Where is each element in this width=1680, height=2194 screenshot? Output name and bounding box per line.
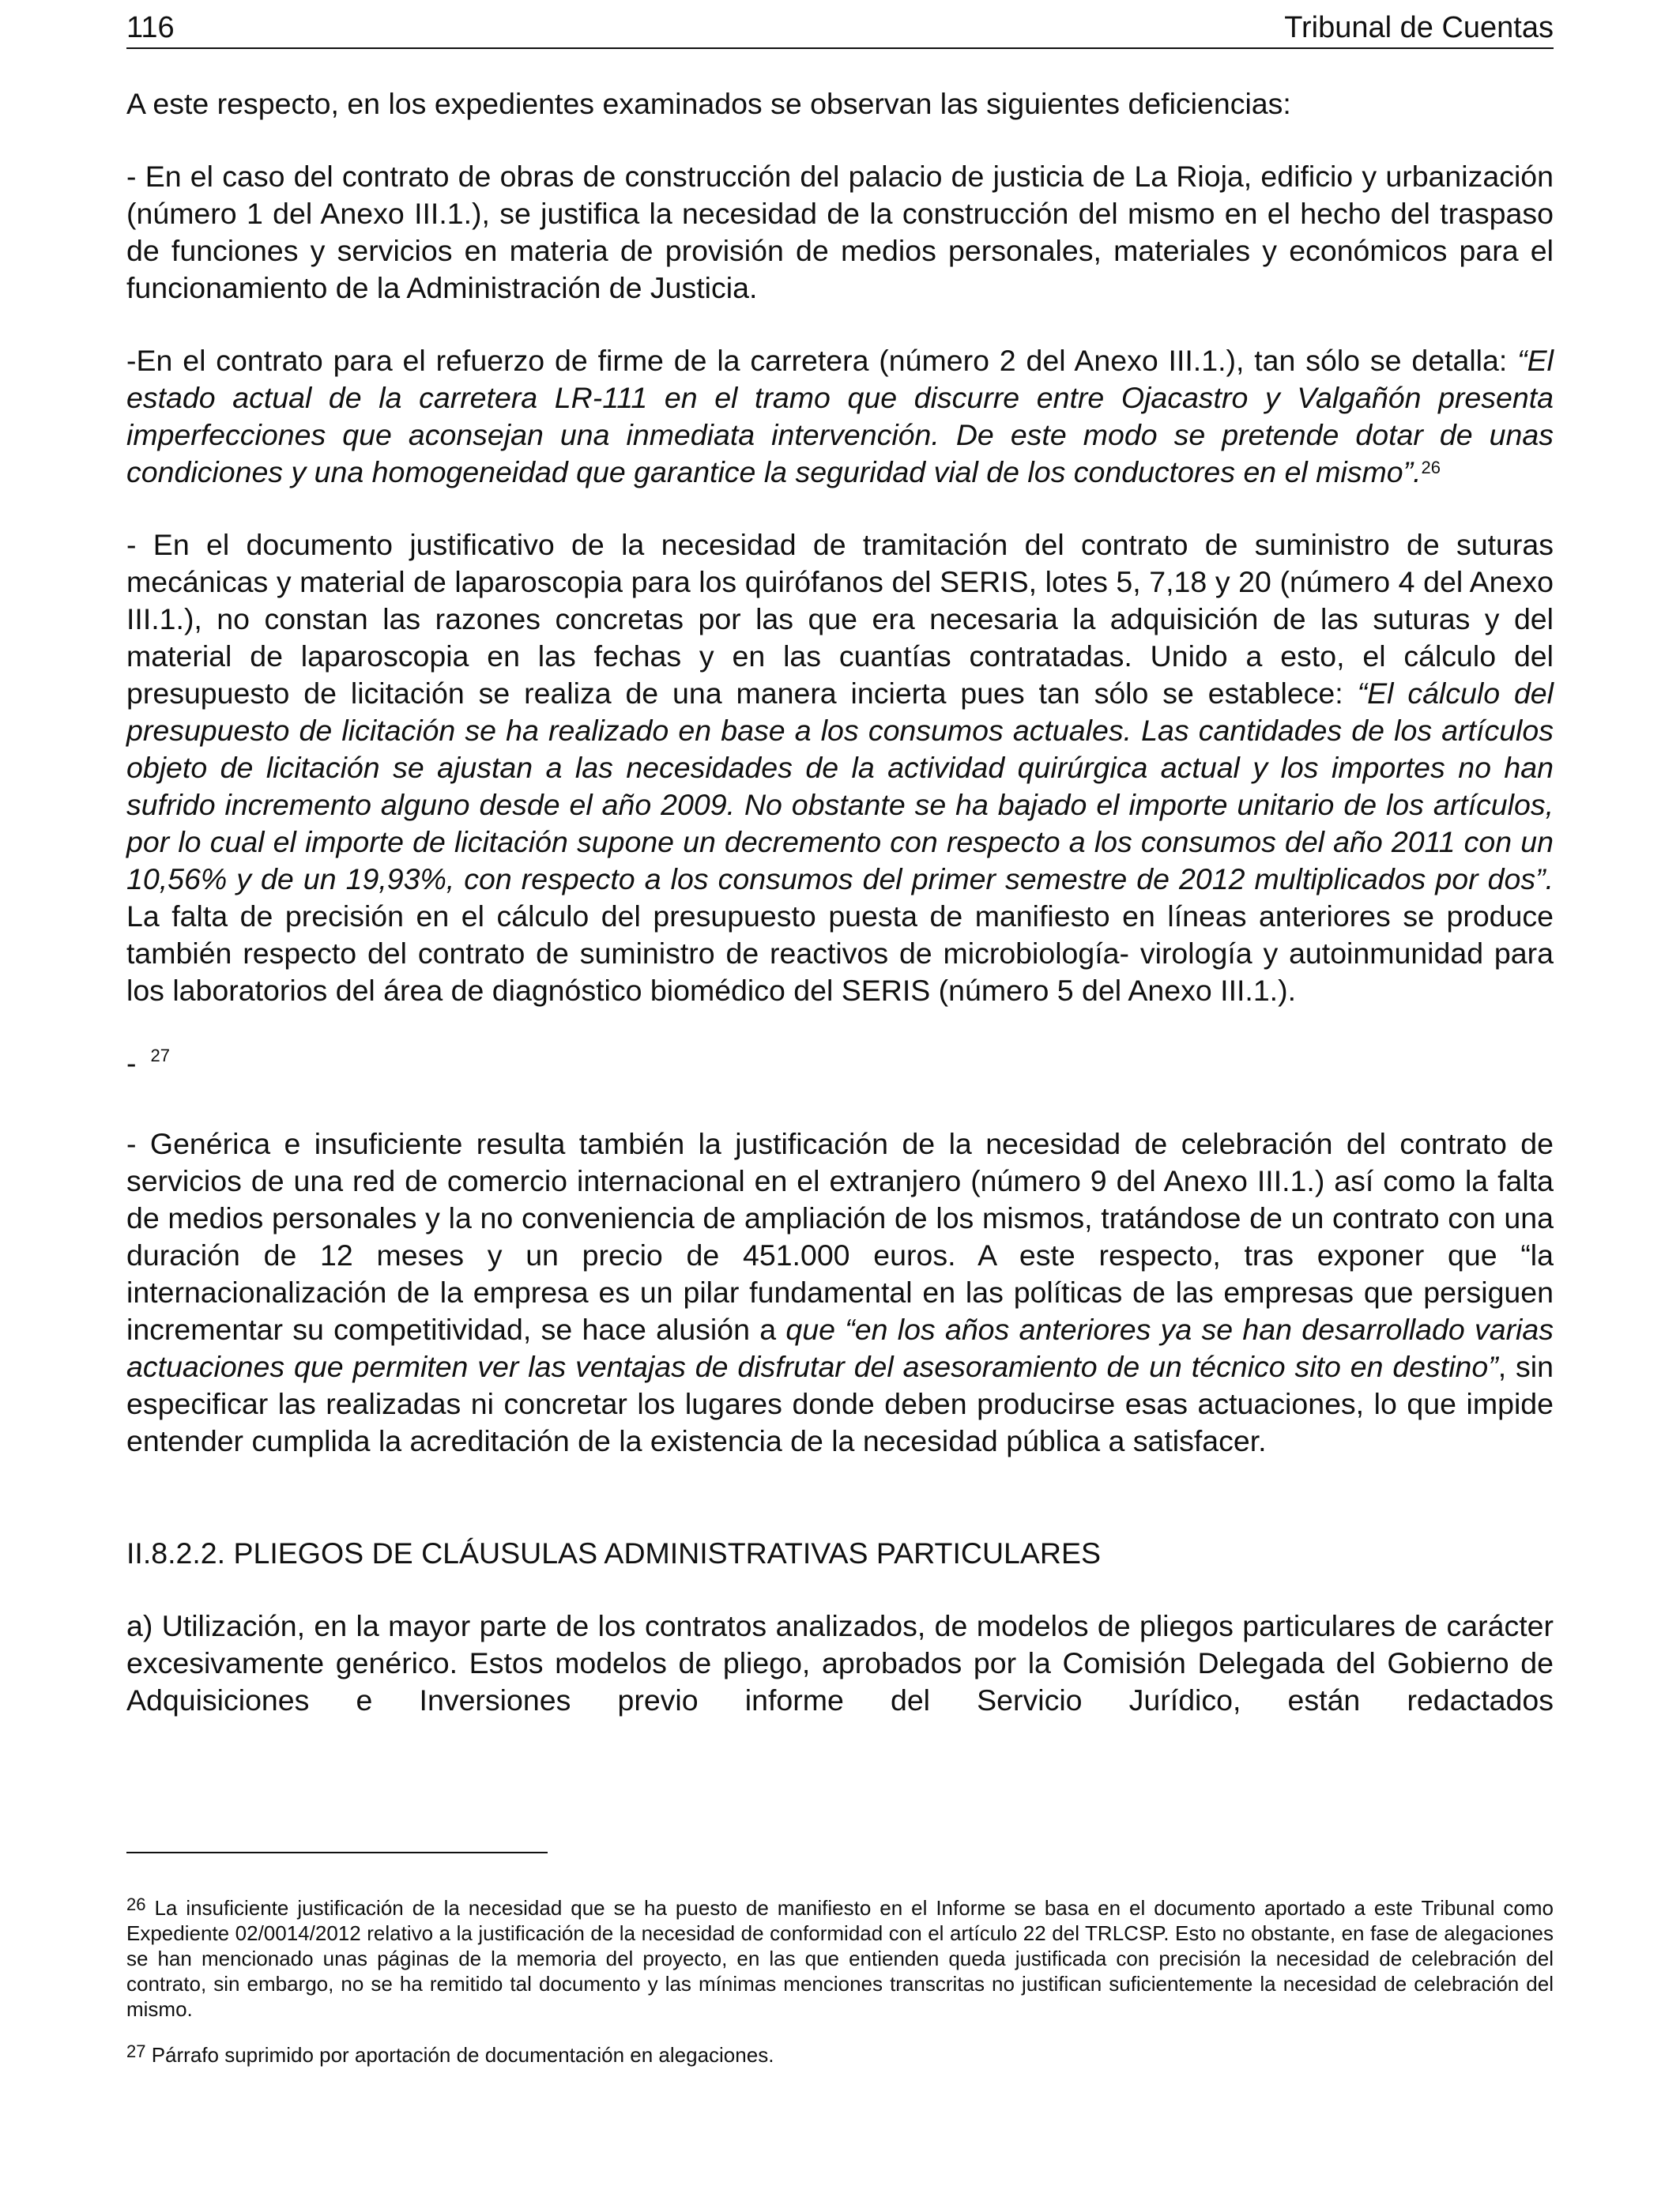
paragraph-suturas [126,526,1554,1009]
header-organization: Tribunal de Cuentas [1284,11,1554,44]
footnote-number: 26 [126,1894,146,1914]
footnote-number: 27 [126,2041,146,2061]
intro-paragraph: A este respecto, en los expedientes examinados se observan las siguientes deficiencias: [126,87,1291,120]
footnotes [126,1895,1554,2088]
page-header [126,8,1554,49]
paragraph-palacio-justicia: - En el caso del contrato de obras de construcción del palacio de justicia de La Rioja, edificio y urbanización (número 1 del Anexo III.1.), se justifica la necesidad de la construcción del mismo en el hecho del traspaso de funciones y servicios en materia de provisión de medios personales, materiales y económicos para el funcionamiento de la Administración de Justicia. [126,160,1554,304]
body-text [126,85,1554,1719]
footnote-separator [126,1852,548,1853]
paragraph-lead: - Genérica e insuficiente resulta también la justificación de la necesidad de celebración del contrato de servicios de una red de comercio internacional en el extranjero (número 9 del Anexo III.1.) así como la falta de medios personales y la no conveniencia de ampliación de los mismos, tratándose de un contrato con una duración de 12 meses y un precio de 451.000 euros. A este respecto, tras exponer que “la internacionalización de la empresa es un pilar fundamental en las políticas de las empresas que persiguen incrementar su competitividad, se hace alusión a [126,1127,1554,1346]
paragraph-comercio-internacional [126,1125,1554,1460]
footnote-text: Párrafo suprimido por aportación de documentación en alegaciones. [145,2043,774,2067]
section-spacer [126,1495,1554,1535]
section-heading: II.8.2.2. PLIEGOS DE CLÁUSULAS ADMINISTRATIVAS PARTICULARES [126,1536,1102,1570]
quoted-text: que “en los años anteriores ya se han desarrollado varias actuaciones que permiten ver las ventajas de disfrutar del asesoramiento de un técnico sito en destino” [126,1313,1554,1383]
paragraph-refuerzo-firme [126,342,1554,491]
page-number: 116 [126,11,175,44]
footnote-ref-27[interactable]: 27 [150,1046,170,1065]
footnote-27 [126,2042,1554,2068]
paragraph-tail: , sin especificar las realizadas ni concretar los lugares donde deben producirse esas actuaciones, lo que impide entender cumplida la acreditación de la existencia de la necesidad pública a satisfacer. [126,1350,1554,1457]
footnote-ref-26[interactable]: 26 [1421,458,1441,477]
paragraph-pliegos: a) Utilización, en la mayor parte de los contratos analizados, de modelos de pliegos particulares de carácter excesivamente genérico. Estos modelos de pliego, aprobados por la Comisión Delegada del Gobierno de Adquisiciones e Inversiones previo informe del Servicio Jurídico, están redactados [126,1609,1554,1717]
footnote-26 [126,1895,1554,2022]
quoted-text: “El cálculo del presupuesto de licitación se ha realizado en base a los consumos actuales. Las cantidades de los artículos objeto de licitación se ajustan a las necesidades de la actividad quirúrgica actual y los importes no han sufrido incremento alguno desde el año 2009. No obstante se ha bajado el importe unitario de los artículos, por lo cual el importe de licitación supone un decremento con respecto a los consumos del año 2011 con un 10,56% y de un 19,93%, con respecto a los consumos del primer semestre de 2012 multiplicados por dos”. [126,677,1554,895]
paragraph-tail: La falta de precisión en el cálculo del presupuesto puesta de manifiesto en líneas anteriores se produce también respecto del contrato de suministro de reactivos de microbiología- virología y autoinmunidad para los laboratorios del área de diagnóstico biomédico del SERIS (número 5 del Anexo III.1.). [126,899,1554,1007]
suppressed-paragraph [126,1045,1554,1082]
paragraph-lead: - En el documento justificativo de la necesidad de tramitación del contrato de suministro de suturas mecánicas y material de laparoscopia para los quirófanos del SERIS, lotes 5, 7,18 y 20 (número 4 del Anexo III.1.), no constan las razones concretas por las que era necesaria la adquisición de las suturas y del material de laparoscopia en las fechas y en las cuantías contratadas. Unido a esto, el cálculo del presupuesto de licitación se realiza de una manera incierta pues tan sólo se establece: [126,528,1554,710]
paragraph-lead: -En el contrato para el refuerzo de firme de la carretera (número 2 del Anexo III.1.), tan sólo se detalla: [126,344,1518,377]
dash-marker: - [126,1046,137,1080]
footnote-text: La insuficiente justificación de la necesidad que se ha puesto de manifiesto en el Informe se basa en el documento aportado a este Tribunal como Expediente 02/0014/2012 relativo a la justificación de la necesidad de conformidad con el artículo 22 del TRLCSP. Esto no obstante, en fase de alegaciones se han mencionado unas páginas de la memoria del proyecto, en las que entienden queda justificada con precisión la necesidad de celebración del contrato, sin embargo, no se ha remitido tal documento y las mínimas menciones transcritas no justifican suficientemente la necesidad de celebración del mismo. [126,1896,1554,2021]
quoted-text: “El estado actual de la carretera LR-111 en el tramo que discurre entre Ojacastro y Valgañón presenta imperfecciones que aconsejan una inmediata intervención. De este modo se pretende dotar de unas condiciones y una homogeneidad que garantice la seguridad vial de los conductores en el mismo”. [126,344,1554,488]
